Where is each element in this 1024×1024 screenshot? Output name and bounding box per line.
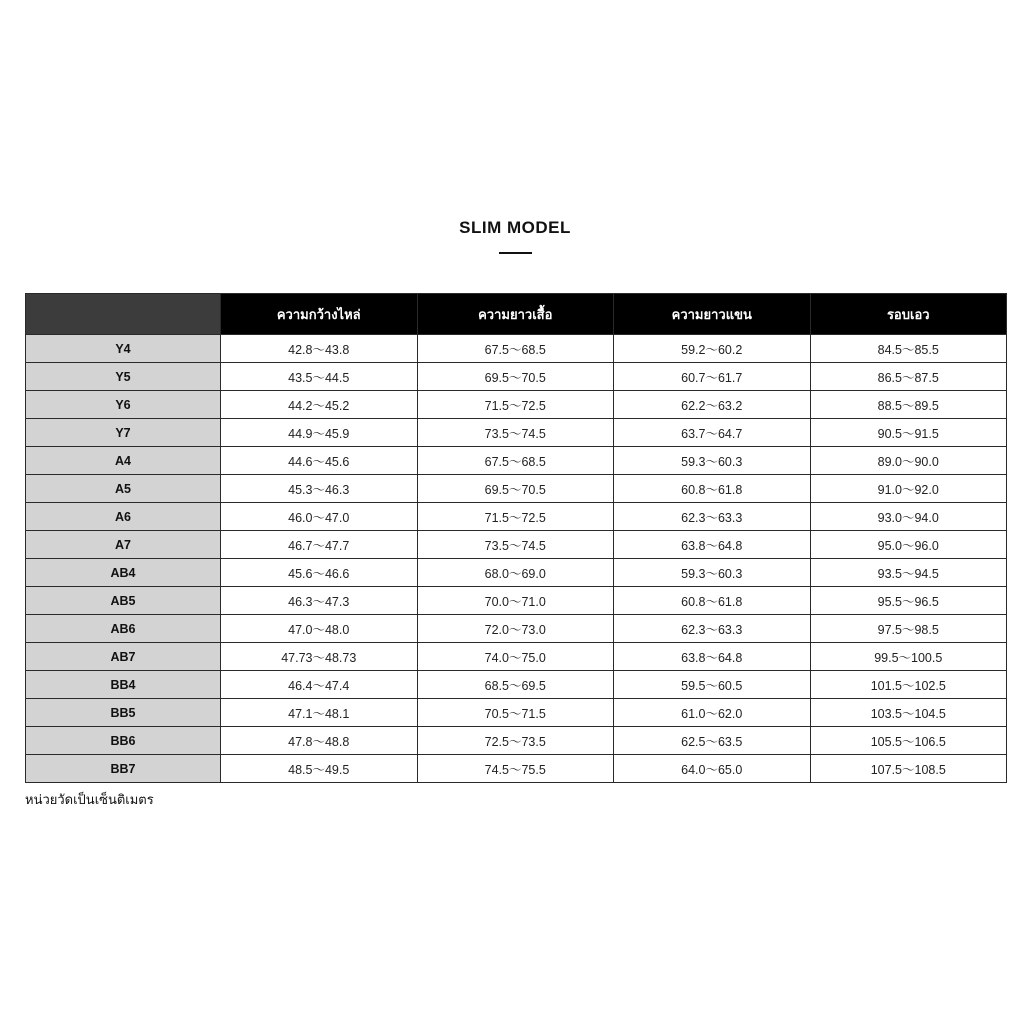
waist-cell: 93.0～94.0 — [810, 503, 1007, 531]
waist-cell: 89.0～90.0 — [810, 447, 1007, 475]
page-title: SLIM MODEL — [459, 218, 571, 237]
shoulder-width-cell: 47.1～48.1 — [221, 699, 418, 727]
body-length-cell: 69.5～70.5 — [417, 363, 614, 391]
header-cell-shoulder-width: ความกว้างไหล่ — [221, 294, 418, 335]
size-label-cell: A6 — [26, 503, 221, 531]
table-row — [26, 671, 1007, 699]
header-cell-body-length: ความยาวเสื้อ — [417, 294, 614, 335]
sleeve-length-cell: 59.3～60.3 — [614, 559, 811, 587]
table-row — [26, 391, 1007, 419]
table-row — [26, 531, 1007, 559]
table-row — [26, 587, 1007, 615]
shoulder-width-cell: 47.73～48.73 — [221, 643, 418, 671]
body-length-cell: 67.5～68.5 — [417, 447, 614, 475]
body-length-cell: 72.5～73.5 — [417, 727, 614, 755]
shoulder-width-cell: 46.4～47.4 — [221, 671, 418, 699]
waist-cell: 84.5～85.5 — [810, 335, 1007, 363]
shoulder-width-cell: 48.5～49.5 — [221, 755, 418, 783]
size-label-cell: AB7 — [26, 643, 221, 671]
size-label-cell: Y6 — [26, 391, 221, 419]
shoulder-width-cell: 46.7～47.7 — [221, 531, 418, 559]
header-cell-corner — [26, 294, 221, 335]
shoulder-width-cell: 46.0～47.0 — [221, 503, 418, 531]
body-length-cell: 74.5～75.5 — [417, 755, 614, 783]
waist-cell: 90.5～91.5 — [810, 419, 1007, 447]
size-label-cell: BB5 — [26, 699, 221, 727]
body-length-cell: 74.0～75.0 — [417, 643, 614, 671]
sleeve-length-cell: 59.5～60.5 — [614, 671, 811, 699]
body-length-cell: 67.5～68.5 — [417, 335, 614, 363]
waist-cell: 97.5～98.5 — [810, 615, 1007, 643]
size-label-cell: A4 — [26, 447, 221, 475]
table-row — [26, 755, 1007, 783]
body-length-cell: 70.0～71.0 — [417, 587, 614, 615]
size-label-cell: BB4 — [26, 671, 221, 699]
sleeve-length-cell: 61.0～62.0 — [614, 699, 811, 727]
waist-cell: 95.0～96.0 — [810, 531, 1007, 559]
size-label-cell: Y7 — [26, 419, 221, 447]
sleeve-length-cell: 63.8～64.8 — [614, 643, 811, 671]
sleeve-length-cell: 62.2～63.2 — [614, 391, 811, 419]
shoulder-width-cell: 42.8～43.8 — [221, 335, 418, 363]
shoulder-width-cell: 44.6～45.6 — [221, 447, 418, 475]
sleeve-length-cell: 60.8～61.8 — [614, 475, 811, 503]
size-label-cell: A5 — [26, 475, 221, 503]
header-cell-sleeve-length: ความยาวแขน — [614, 294, 811, 335]
body-length-cell: 68.0～69.0 — [417, 559, 614, 587]
body-length-cell: 73.5～74.5 — [417, 419, 614, 447]
shoulder-width-cell: 47.8～48.8 — [221, 727, 418, 755]
waist-cell: 86.5～87.5 — [810, 363, 1007, 391]
size-label-cell: Y5 — [26, 363, 221, 391]
waist-cell: 91.0～92.0 — [810, 475, 1007, 503]
sleeve-length-cell: 64.0～65.0 — [614, 755, 811, 783]
waist-cell: 103.5～104.5 — [810, 699, 1007, 727]
table-row — [26, 643, 1007, 671]
size-chart-table — [25, 293, 1007, 783]
shoulder-width-cell: 47.0～48.0 — [221, 615, 418, 643]
table-row — [26, 447, 1007, 475]
sleeve-length-cell: 60.8～61.8 — [614, 587, 811, 615]
sleeve-length-cell: 63.7～64.7 — [614, 419, 811, 447]
waist-cell: 88.5～89.5 — [810, 391, 1007, 419]
size-label-cell: Y4 — [26, 335, 221, 363]
size-label-cell: BB7 — [26, 755, 221, 783]
body-length-cell: 73.5～74.5 — [417, 531, 614, 559]
waist-cell: 95.5～96.5 — [810, 587, 1007, 615]
sleeve-length-cell: 62.3～63.3 — [614, 503, 811, 531]
sleeve-length-cell: 62.3～63.3 — [614, 615, 811, 643]
waist-cell: 107.5～108.5 — [810, 755, 1007, 783]
header-cell-waist: รอบเอว — [810, 294, 1007, 335]
body-length-cell: 68.5～69.5 — [417, 671, 614, 699]
sleeve-length-cell: 60.7～61.7 — [614, 363, 811, 391]
waist-cell: 101.5～102.5 — [810, 671, 1007, 699]
size-label-cell: A7 — [26, 531, 221, 559]
sleeve-length-cell: 63.8～64.8 — [614, 531, 811, 559]
table-row — [26, 475, 1007, 503]
unit-note: หน่วยวัดเป็นเซ็นติเมตร — [25, 792, 154, 807]
shoulder-width-cell: 46.3～47.3 — [221, 587, 418, 615]
size-label-cell: AB4 — [26, 559, 221, 587]
table-body — [26, 335, 1007, 783]
table-row — [26, 419, 1007, 447]
table-row — [26, 559, 1007, 587]
waist-cell: 99.5～100.5 — [810, 643, 1007, 671]
body-length-cell: 72.0～73.0 — [417, 615, 614, 643]
waist-cell: 105.5～106.5 — [810, 727, 1007, 755]
body-length-cell: 70.5～71.5 — [417, 699, 614, 727]
waist-cell: 93.5～94.5 — [810, 559, 1007, 587]
shoulder-width-cell: 44.9～45.9 — [221, 419, 418, 447]
table-header-row — [26, 294, 1007, 335]
size-label-cell: AB5 — [26, 587, 221, 615]
body-length-cell: 71.5～72.5 — [417, 391, 614, 419]
table-row — [26, 727, 1007, 755]
table-row — [26, 335, 1007, 363]
table-row — [26, 503, 1007, 531]
shoulder-width-cell: 43.5～44.5 — [221, 363, 418, 391]
sleeve-length-cell: 59.3～60.3 — [614, 447, 811, 475]
size-label-cell: AB6 — [26, 615, 221, 643]
size-label-cell: BB6 — [26, 727, 221, 755]
table-row — [26, 615, 1007, 643]
table-row — [26, 699, 1007, 727]
shoulder-width-cell: 45.3～46.3 — [221, 475, 418, 503]
body-length-cell: 69.5～70.5 — [417, 475, 614, 503]
shoulder-width-cell: 45.6～46.6 — [221, 559, 418, 587]
title-underline — [499, 252, 532, 254]
sleeve-length-cell: 62.5～63.5 — [614, 727, 811, 755]
sleeve-length-cell: 59.2～60.2 — [614, 335, 811, 363]
shoulder-width-cell: 44.2～45.2 — [221, 391, 418, 419]
table-row — [26, 363, 1007, 391]
body-length-cell: 71.5～72.5 — [417, 503, 614, 531]
